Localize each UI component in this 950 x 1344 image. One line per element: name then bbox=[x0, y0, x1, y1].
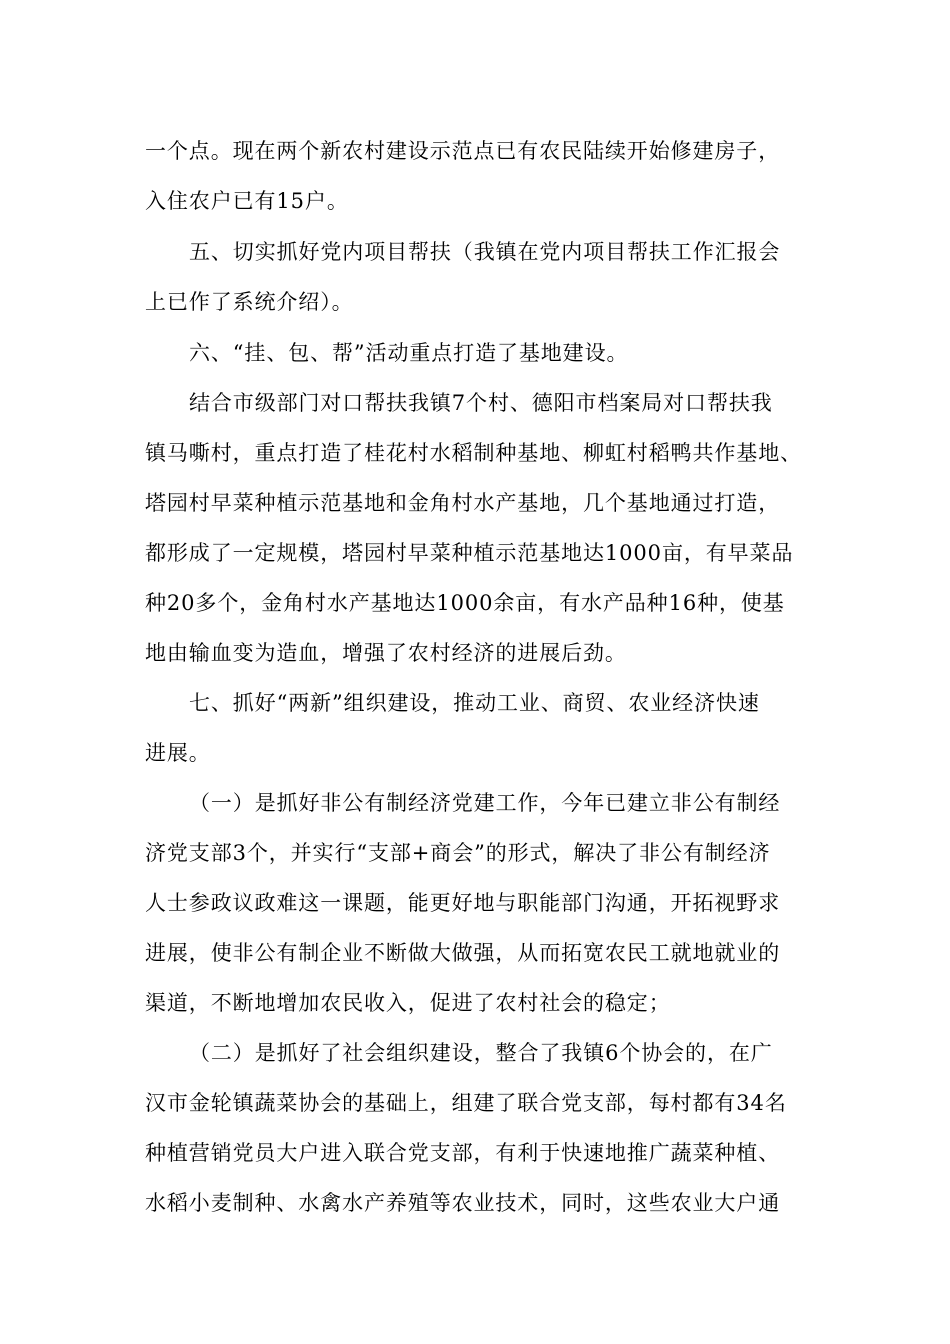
text-line: 七、抓好“两新”组织建设，推动工业、商贸、农业经济快速 bbox=[189, 691, 760, 715]
text-line: 人士参政议政难这一课题，能更好地与职能部门沟通，开拓视野求 bbox=[145, 891, 781, 915]
text-line: 上已作了系统介绍）。 bbox=[145, 290, 354, 314]
text-line: 水稻小麦制种、水禽水产养殖等农业技术，同时，这些农业大户通 bbox=[145, 1191, 781, 1215]
text-line: 六、“挂、包、帮”活动重点打造了基地建设。 bbox=[189, 341, 629, 365]
text-line: 进展，使非公有制企业不断做大做强，从而拓宽农民工就地就业的 bbox=[145, 941, 781, 965]
text-line: 种植营销党员大户进入联合党支部，有利于快速地推广蔬菜种植、 bbox=[145, 1141, 781, 1165]
text-line: 镇马嘶村，重点打造了桂花村水稻制种基地、柳虹村稻鸭共作基地、 bbox=[145, 441, 802, 465]
text-line: 种20多个，金角村水产基地达1000余亩，有水产品种16种，使基 bbox=[145, 591, 785, 615]
text-line: 一个点。现在两个新农村建设示范点已有农民陆续开始修建房子， bbox=[145, 139, 781, 163]
text-line: 济党支部3个，并实行“支部+商会”的形式，解决了非公有制经济 bbox=[145, 841, 771, 865]
text-line: （一）是抓好非公有制经济党建工作，今年已建立非公有制经 bbox=[189, 791, 781, 815]
text-line: 都形成了一定规模，塔园村早菜种植示范基地达1000亩，有早菜品 bbox=[145, 541, 794, 565]
text-line: 地由输血变为造血，增强了农村经济的进展后劲。 bbox=[145, 641, 627, 665]
text-line: 塔园村早菜种植示范基地和金角村水产基地，几个基地通过打造， bbox=[145, 491, 781, 515]
text-line: 入住农户已有15户。 bbox=[145, 189, 349, 213]
text-line: 汉市金轮镇蔬菜协会的基础上，组建了联合党支部，每村都有34名 bbox=[145, 1091, 787, 1115]
text-line: 渠道，不断地增加农民收入，促进了农村社会的稳定； bbox=[145, 991, 671, 1015]
text-line: 进展。 bbox=[145, 741, 211, 765]
text-line: 结合市级部门对口帮扶我镇7个村、德阳市档案局对口帮扶我 bbox=[189, 391, 773, 415]
text-line: 五、切实抓好党内项目帮扶（我镇在党内项目帮扶工作汇报会 bbox=[189, 240, 781, 264]
text-line: （二）是抓好了社会组织建设，整合了我镇6个协会的，在广 bbox=[189, 1041, 773, 1065]
